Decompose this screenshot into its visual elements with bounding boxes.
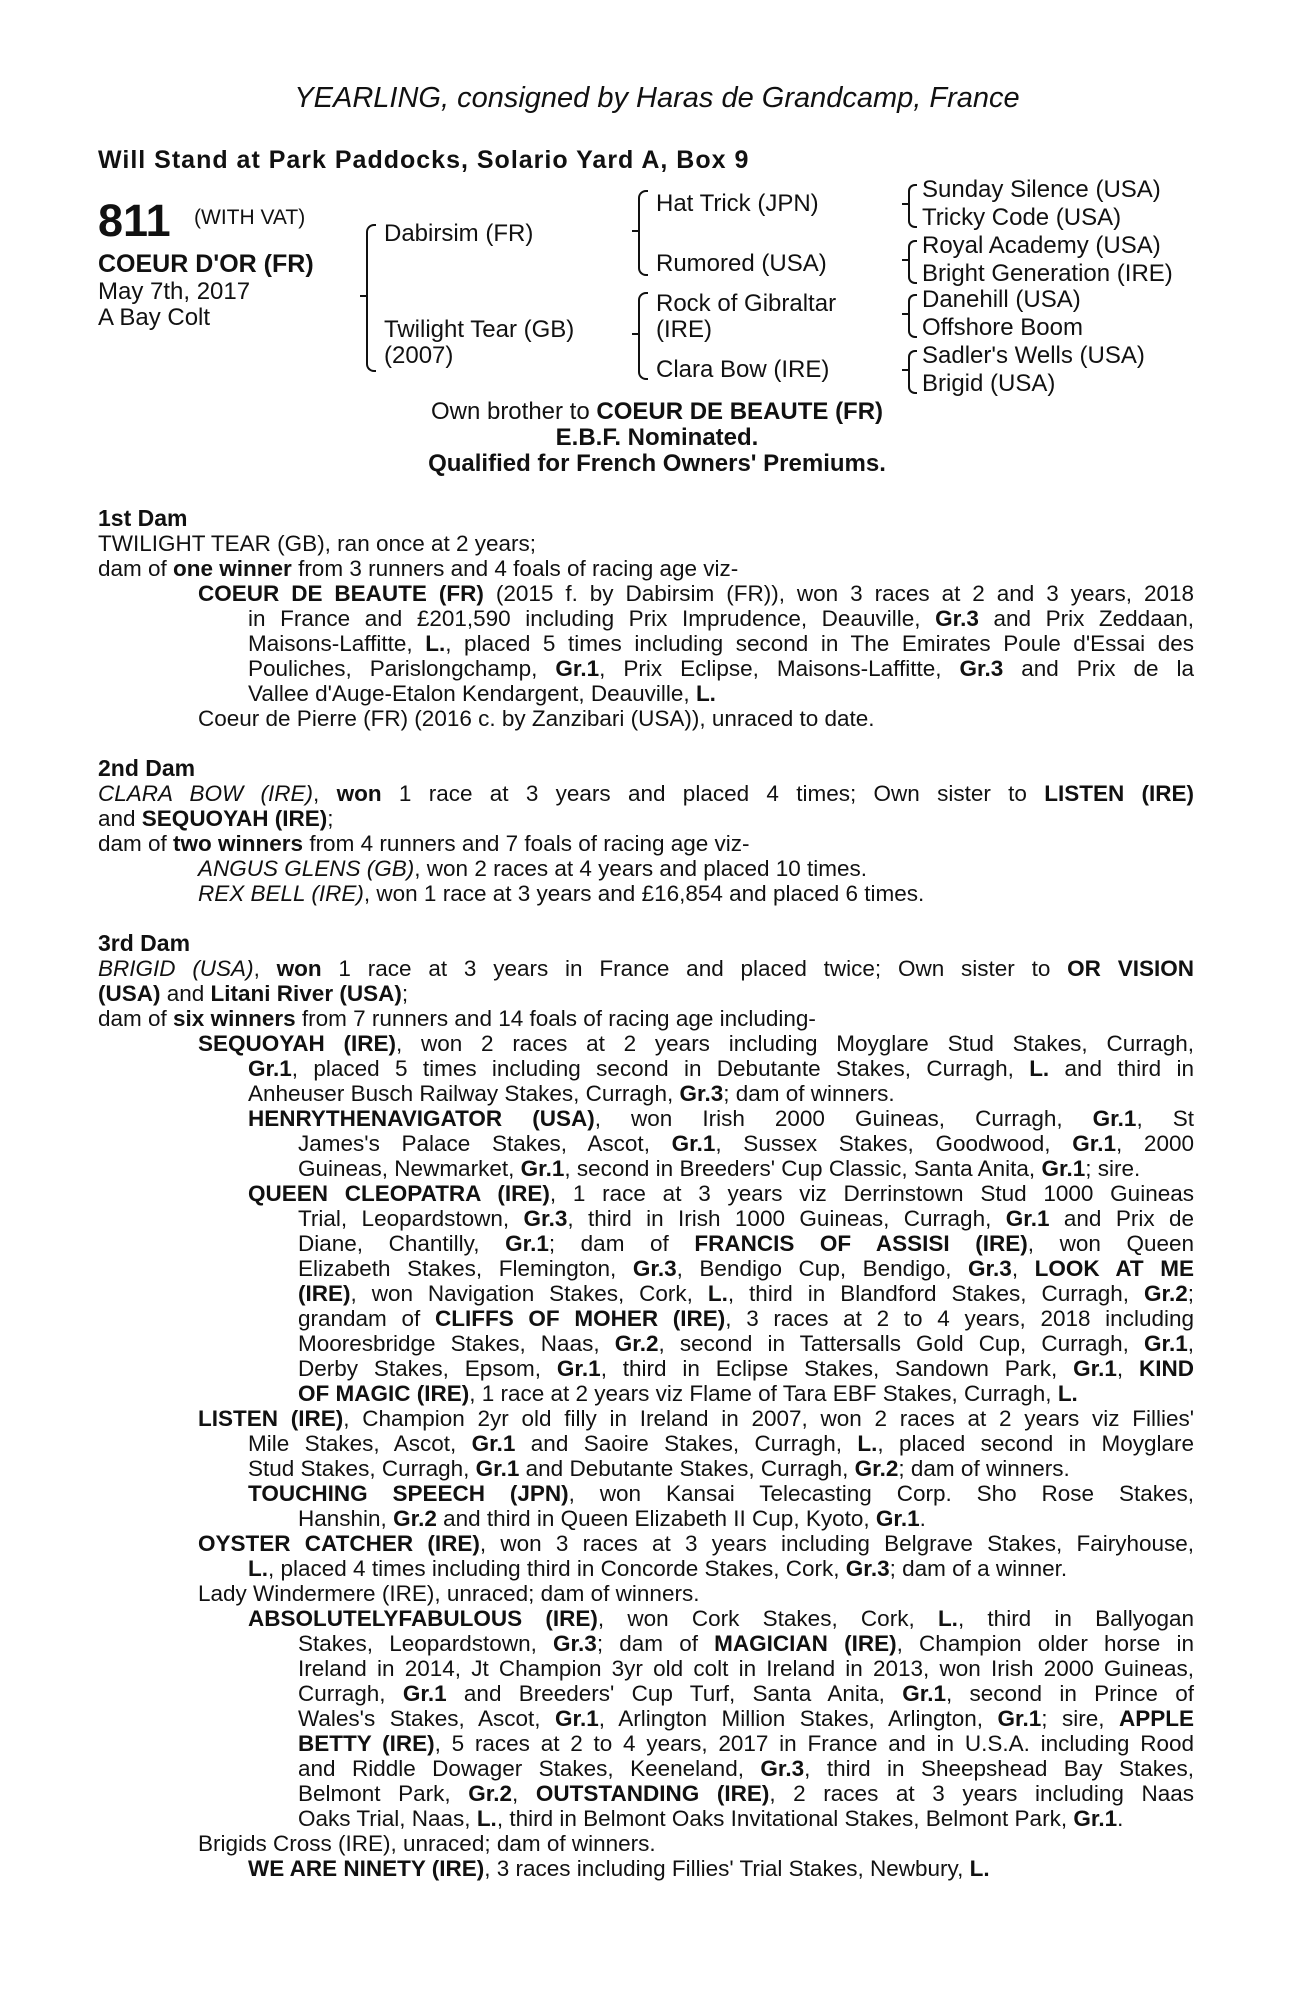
record-text: Coeur de Pierre (FR) (2016 c. by Zanzibari (USA)), unraced to date.	[198, 706, 875, 731]
record-text: from 7 runners and 14 foals of racing age including-	[295, 1006, 816, 1031]
record-text: ; dam of	[596, 1631, 715, 1656]
record-line	[98, 1481, 1194, 1506]
record-text: ; sire.	[1085, 1156, 1141, 1181]
record-text: ;	[327, 806, 334, 831]
record-line	[98, 806, 1194, 831]
record-text: , won Irish 2000 Guineas, Curragh,	[594, 1106, 1093, 1131]
record-line	[98, 1581, 1194, 1606]
record-text: Mile Stakes, Ascot,	[248, 1431, 472, 1456]
record-text: , placed 4 times including third in Concorde Stakes, Cork,	[268, 1556, 846, 1581]
record-text: Gr.1	[902, 1681, 946, 1706]
record-text: LISTEN (IRE)	[198, 1406, 344, 1431]
record-text: two winners	[173, 831, 304, 856]
record-text: Gr.3	[845, 1556, 890, 1581]
record-text: L.	[1057, 1381, 1078, 1406]
record-text: , won Queen	[1027, 1231, 1194, 1256]
record-text: and Debutante Stakes, Curragh,	[519, 1456, 855, 1481]
record-text: , won Kansai Telecasting Corp. Sho Rose Stakes,	[568, 1481, 1194, 1506]
record-text: , won 3 races at 3 years including Belgrave Stakes, Fairyhouse,	[479, 1531, 1195, 1556]
record-text: MAGICIAN (IRE)	[714, 1631, 897, 1656]
horse-description: A Bay Colt	[98, 304, 211, 331]
record-text: REX BELL (IRE)	[198, 881, 364, 906]
record-text: Gr.1	[402, 1681, 447, 1706]
record-text: OF MAGIC (IRE)	[298, 1381, 470, 1406]
record-text: .	[1117, 1806, 1124, 1831]
record-text: , won 2 races at 2 years including Moyglare Stud Stakes, Curragh,	[395, 1031, 1194, 1056]
record-line	[98, 1181, 1194, 1206]
record-text: Gr.2	[1143, 1281, 1188, 1306]
record-text: L.	[695, 681, 716, 706]
record-text: , St	[1136, 1106, 1194, 1131]
record-text: ,	[253, 956, 277, 981]
own-brother-prefix: Own brother to	[430, 398, 597, 425]
vat-label: (WITH VAT)	[194, 206, 306, 229]
record-text: ; sire,	[1041, 1706, 1119, 1731]
record-line	[98, 1831, 1194, 1856]
record-line	[98, 1256, 1194, 1281]
record-line	[98, 681, 1194, 706]
record-text: CLARA BOW (IRE)	[98, 781, 314, 806]
section-heading	[98, 756, 1194, 781]
record-text: in France and £201,590 including Prix Imprudence, Deauville,	[248, 606, 936, 631]
record-text: one winner	[173, 556, 292, 581]
record-text: and Saoire Stakes, Curragh,	[515, 1431, 858, 1456]
pedigree-brace-tip	[632, 333, 638, 335]
record-text: , third in Ballyogan	[957, 1606, 1194, 1631]
record-line	[98, 1706, 1194, 1731]
record-text: Gr.1	[1073, 1356, 1117, 1381]
record-text: Mooresbridge Stakes, Naas,	[298, 1331, 615, 1356]
record-text: , third in Belmont Oaks Invitational Stakes, Belmont Park,	[496, 1806, 1074, 1831]
record-text: ; dam of winners.	[898, 1456, 1070, 1481]
record-line	[98, 631, 1194, 656]
record-text: Maisons-Laffitte,	[248, 631, 426, 656]
pedigree-brace	[908, 350, 917, 394]
record-text: won	[276, 956, 322, 981]
record-line	[98, 981, 1194, 1006]
record-text: (USA)	[98, 981, 161, 1006]
record-text: , third in Irish 1000 Guineas, Curragh,	[567, 1206, 1006, 1231]
record-line	[98, 831, 1194, 856]
record-line	[98, 1856, 1194, 1881]
record-text: 2nd Dam	[98, 755, 196, 781]
record-text: Litani River (USA)	[210, 981, 402, 1006]
record-text: Trial, Leopardstown,	[298, 1206, 524, 1231]
record-text: , placed 5 times including second in Debutante Stakes, Curragh,	[291, 1056, 1030, 1081]
record-line	[98, 581, 1194, 606]
produce-record	[98, 506, 1194, 1881]
record-text: LOOK AT ME	[1034, 1256, 1194, 1281]
record-text: L.	[707, 1281, 728, 1306]
record-text: from 3 runners and 4 foals of racing age viz-	[291, 556, 739, 581]
record-text: Gr.1	[1041, 1156, 1086, 1181]
record-text: TWILIGHT TEAR (GB), ran once at 2 years;	[98, 531, 537, 556]
record-text: Gr.3	[679, 1081, 724, 1106]
record-line	[98, 956, 1194, 981]
record-text: Gr.3	[959, 656, 1004, 681]
record-text: APPLE	[1119, 1706, 1195, 1731]
foaling-date: May 7th, 2017	[98, 278, 251, 305]
record-text: Gr.1	[556, 1356, 601, 1381]
pedigree-ggsire-2: Royal Academy (USA)	[922, 232, 1161, 259]
record-line	[98, 606, 1194, 631]
record-text: Gr.1	[1072, 1131, 1117, 1156]
record-text: .	[919, 1506, 926, 1531]
record-text: OR VISION	[1067, 956, 1194, 981]
record-text: L.	[248, 1556, 268, 1581]
pedigree-dam-dam: Clara Bow (IRE)	[656, 356, 830, 383]
record-text: six winners	[173, 1006, 296, 1031]
record-text: Gr.1	[555, 656, 600, 681]
pedigree-brace	[638, 190, 648, 276]
lot-number: 811	[98, 195, 171, 246]
record-line	[98, 1206, 1194, 1231]
record-text: ABSOLUTELYFABULOUS (IRE)	[248, 1606, 598, 1631]
record-text: , Champion 2yr old filly in Ireland in 2007, won 2 races at 2 years viz Fillies'	[343, 1406, 1195, 1431]
record-text: ;	[401, 981, 409, 1006]
record-text: Gr.1	[671, 1131, 716, 1156]
record-line	[98, 1156, 1194, 1181]
pedigree-sire: Dabirsim (FR)	[384, 220, 534, 247]
record-text: Gr.2	[614, 1331, 659, 1356]
record-text: , 3 races including Fillies' Trial Stakes, Newbury,	[484, 1856, 970, 1881]
record-text: , Bendigo Cup, Bendigo,	[676, 1256, 969, 1281]
record-text: , won 1 race at 3 years and £16,854 and placed 6 times.	[363, 881, 925, 906]
record-text: L.	[937, 1606, 958, 1631]
record-text: , second in Breeders' Cup Classic, Santa Anita,	[564, 1156, 1042, 1181]
record-text: Gr.1	[471, 1431, 516, 1456]
record-text: Gr.1	[248, 1056, 292, 1081]
record-text: KIND	[1139, 1356, 1194, 1381]
pedigree-brace-tip	[902, 259, 908, 261]
record-text: James's Palace Stakes, Ascot,	[298, 1131, 672, 1156]
record-text: , Champion older horse in	[896, 1631, 1195, 1656]
record-line	[98, 1681, 1194, 1706]
record-text: Oaks Trial, Naas,	[298, 1806, 477, 1831]
record-text: dam of	[98, 1006, 174, 1031]
pedigree-sire-dam: Rumored (USA)	[656, 250, 827, 277]
record-line	[98, 1231, 1194, 1256]
pedigree-brace	[638, 292, 648, 380]
record-text: LISTEN (IRE)	[1044, 781, 1194, 806]
record-text: Gr.2	[854, 1456, 899, 1481]
record-line	[98, 1381, 1194, 1406]
record-text: Curragh,	[298, 1681, 403, 1706]
record-text: , placed 5 times including second in The Emirates Poule d'Essai des	[445, 631, 1194, 656]
record-text: and Riddle Dowager Stakes, Keeneland,	[298, 1756, 761, 1781]
record-line	[98, 781, 1194, 806]
record-line	[98, 1606, 1194, 1631]
pedigree-ggdam-1: Tricky Code (USA)	[922, 204, 1122, 231]
record-text: Gr.3	[935, 606, 979, 631]
record-line	[98, 881, 1194, 906]
pedigree-dam: Twilight Tear (GB)	[384, 316, 575, 343]
record-text: Diane, Chantilly,	[298, 1231, 506, 1256]
record-text: Brigids Cross (IRE), unraced; dam of winners.	[198, 1831, 656, 1856]
record-text: WE ARE NINETY (IRE)	[248, 1856, 485, 1881]
record-line	[98, 531, 1194, 556]
record-text: Gr.3	[968, 1256, 1012, 1281]
catalogue-header: YEARLING, consigned by Haras de Grandcamp, France	[294, 82, 1020, 114]
pedigree-ggdam-4: Brigid (USA)	[922, 370, 1056, 397]
record-text: 1 race at 3 years in France and placed twice; Own sister to	[321, 956, 1068, 981]
record-line	[98, 856, 1194, 881]
own-brother-note	[0, 398, 1314, 426]
record-text: BETTY (IRE)	[298, 1731, 435, 1756]
record-text: ,	[1116, 1356, 1139, 1381]
pedigree-ggdam-3: Offshore Boom	[922, 314, 1083, 341]
record-text: Gr.1	[520, 1156, 565, 1181]
record-text: Gr.3	[523, 1206, 568, 1231]
premiums-note: Qualified for French Owners' Premiums.	[428, 450, 886, 477]
record-text: L.	[857, 1431, 878, 1456]
record-line	[98, 556, 1194, 581]
record-text: ANGUS GLENS (GB)	[198, 856, 415, 881]
record-text: Gr.2	[468, 1781, 513, 1806]
record-line	[98, 1106, 1194, 1131]
record-text: SEQUOYAH (IRE)	[141, 806, 328, 831]
record-text: (2015 f. by Dabirsim (FR)), won 3 races at 2 and 3 years, 2018	[483, 581, 1195, 606]
record-text: ; dam of a winner.	[889, 1556, 1068, 1581]
record-text: Gr.3	[760, 1756, 805, 1781]
record-text: , Arlington Million Stakes, Arlington,	[598, 1706, 998, 1731]
record-line	[98, 1081, 1194, 1106]
record-text: and third in	[1049, 1056, 1194, 1081]
record-text: Gr.1	[505, 1231, 549, 1256]
record-text: COEUR DE BEAUTE (FR)	[198, 581, 484, 606]
record-text: ,	[313, 781, 337, 806]
record-line	[98, 1406, 1194, 1431]
pedigree-dam-year: (2007)	[384, 342, 454, 369]
record-line	[98, 1556, 1194, 1581]
record-text: L.	[425, 631, 446, 656]
record-text: Vallee d'Auge-Etalon Kendargent, Deauville,	[248, 681, 696, 706]
record-text: Gr.1	[475, 1456, 520, 1481]
record-text: dam of	[98, 831, 174, 856]
record-text: , Prix Eclipse, Maisons-Laffitte,	[599, 656, 960, 681]
record-text: , second in Tattersalls Gold Cup, Curragh,	[658, 1331, 1144, 1356]
record-text: and Prix de	[1049, 1206, 1194, 1231]
record-text: Gr.3	[632, 1256, 677, 1281]
record-text: , won 2 races at 4 years and placed 10 times.	[414, 856, 868, 881]
section-heading	[98, 931, 1194, 956]
record-text: Gr.1	[1092, 1106, 1137, 1131]
record-text: , 2 races at 3 years including Naas	[769, 1781, 1194, 1806]
record-line	[98, 1356, 1194, 1381]
record-text: , second in Prince of	[945, 1681, 1194, 1706]
record-text: from 4 runners and 7 foals of racing age viz-	[303, 831, 750, 856]
pedigree-brace-tip	[902, 369, 908, 371]
record-text: QUEEN CLEOPATRA (IRE)	[248, 1181, 550, 1206]
record-text: Gr.2	[393, 1506, 437, 1531]
record-text: Anheuser Busch Railway Stakes, Curragh,	[248, 1081, 680, 1106]
record-line	[98, 706, 1194, 731]
record-text: , third in Eclipse Stakes, Sandown Park,	[600, 1356, 1074, 1381]
pedigree-dam-sire: Rock of Gibraltar	[656, 290, 837, 317]
record-text: Hanshin,	[298, 1506, 394, 1531]
record-line	[98, 1306, 1194, 1331]
record-text: (IRE)	[298, 1281, 351, 1306]
record-line	[98, 1756, 1194, 1781]
record-text: 1st Dam	[98, 505, 188, 531]
record-text: OYSTER CATCHER (IRE)	[198, 1531, 480, 1556]
section-gap	[98, 731, 1194, 756]
record-line	[98, 1781, 1194, 1806]
record-line	[98, 1731, 1194, 1756]
record-text: L.	[476, 1806, 497, 1831]
record-text: 3rd Dam	[98, 930, 191, 956]
record-text: Gr.1	[554, 1706, 599, 1731]
record-text: grandam of	[298, 1306, 435, 1331]
record-text: Wales's Stakes, Ascot,	[298, 1706, 555, 1731]
record-text: L.	[969, 1856, 990, 1881]
record-text: CLIFFS OF MOHER (IRE)	[434, 1306, 726, 1331]
record-text: Lady Windermere (IRE), unraced; dam of winners.	[198, 1581, 700, 1606]
record-text: BRIGID (USA)	[98, 956, 254, 981]
record-text: and third in Queen Elizabeth II Cup, Kyoto,	[436, 1506, 876, 1531]
record-text: Gr.3	[553, 1631, 597, 1656]
record-text: Belmont Park,	[298, 1781, 469, 1806]
record-line	[98, 1656, 1194, 1681]
record-text: Stakes, Leopardstown,	[298, 1631, 554, 1656]
record-text: and	[160, 981, 211, 1006]
record-text: and	[98, 806, 142, 831]
pedigree-brace-tip	[632, 230, 638, 232]
record-text: L.	[1029, 1056, 1050, 1081]
record-text: , third in Sheepshead Bay Stakes,	[804, 1756, 1195, 1781]
record-text: , won Cork Stakes, Cork,	[597, 1606, 938, 1631]
pedigree-brace-tip	[902, 203, 908, 205]
record-text: Stud Stakes, Curragh,	[248, 1456, 476, 1481]
section-gap	[98, 906, 1194, 931]
record-text: , 1 race at 3 years viz Derrinstown Stud 1000 Guineas	[549, 1181, 1194, 1206]
record-text: OUTSTANDING (IRE)	[535, 1781, 770, 1806]
horse-name: COEUR D'OR (FR)	[98, 250, 314, 278]
record-text: Gr.1	[1073, 1806, 1118, 1831]
record-text: SEQUOYAH (IRE)	[198, 1031, 396, 1056]
record-line	[98, 1806, 1194, 1831]
record-line	[98, 1006, 1194, 1031]
pedigree-brace-tip	[902, 313, 908, 315]
section-heading	[98, 506, 1194, 531]
record-line	[98, 1131, 1194, 1156]
pedigree-brace-tip	[360, 295, 366, 297]
stable-location: Will Stand at Park Paddocks, Solario Yard A, Box 9	[98, 146, 750, 174]
pedigree-dam-sire-country: (IRE)	[656, 316, 712, 343]
record-text: ; dam of	[548, 1231, 695, 1256]
pedigree-brace	[908, 240, 917, 284]
record-text: and Prix Zeddaan,	[978, 606, 1194, 631]
pedigree-brace	[908, 184, 917, 228]
record-text: dam of	[98, 556, 174, 581]
record-text: and Prix de la	[1003, 656, 1195, 681]
record-line	[98, 1281, 1194, 1306]
record-text: ;	[1187, 1281, 1194, 1306]
record-text: Gr.1	[1143, 1331, 1188, 1356]
record-text: , Sussex Stakes, Goodwood,	[715, 1131, 1073, 1156]
record-text: HENRYTHENAVIGATOR (USA)	[248, 1106, 595, 1131]
record-line	[98, 656, 1194, 681]
record-text: 1 race at 3 years and placed 4 times; Own sister to	[381, 781, 1045, 806]
record-text: Gr.1	[997, 1706, 1042, 1731]
record-text: Guineas, Newmarket,	[298, 1156, 521, 1181]
record-text: , third in Blandford Stakes, Curragh,	[727, 1281, 1144, 1306]
record-text: ,	[1187, 1331, 1194, 1356]
record-text: , 1 race at 2 years viz Flame of Tara EBF Stakes, Curragh,	[469, 1381, 1058, 1406]
record-text: Pouliches, Parislongchamp,	[248, 656, 556, 681]
record-line	[98, 1031, 1194, 1056]
pedigree-brace	[908, 294, 917, 338]
record-text: , won Navigation Stakes, Cork,	[350, 1281, 708, 1306]
record-text: Derby Stakes, Epsom,	[298, 1356, 557, 1381]
record-text: ; dam of winners.	[723, 1081, 895, 1106]
record-text: , placed second in Moyglare	[877, 1431, 1194, 1456]
record-text: ,	[512, 1781, 536, 1806]
pedigree-brace	[366, 224, 376, 372]
record-text: won	[336, 781, 382, 806]
record-text: Gr.1	[1005, 1206, 1050, 1231]
record-text: , 3 races at 2 to 4 years, 2018 including	[725, 1306, 1194, 1331]
record-text: ,	[1011, 1256, 1035, 1281]
record-line	[98, 1331, 1194, 1356]
record-line	[98, 1506, 1194, 1531]
record-text: Gr.1	[875, 1506, 920, 1531]
pedigree-ggsire-3: Danehill (USA)	[922, 286, 1081, 313]
pedigree-ggsire-1: Sunday Silence (USA)	[922, 176, 1161, 203]
record-line	[98, 1631, 1194, 1656]
own-brother-name: COEUR DE BEAUTE (FR)	[596, 398, 884, 425]
ebf-note: E.B.F. Nominated.	[555, 424, 759, 451]
pedigree-ggsire-4: Sadler's Wells (USA)	[922, 342, 1145, 369]
record-text: , 2000	[1116, 1131, 1194, 1156]
record-line	[98, 1056, 1194, 1081]
record-text: TOUCHING SPEECH (JPN)	[248, 1481, 569, 1506]
record-text: and Breeders' Cup Turf, Santa Anita,	[446, 1681, 903, 1706]
pedigree-ggdam-2: Bright Generation (IRE)	[922, 260, 1173, 287]
pedigree-sire-sire: Hat Trick (JPN)	[656, 190, 819, 217]
record-text: , 5 races at 2 to 4 years, 2017 in France and in U.S.A. including Rood	[434, 1731, 1194, 1756]
record-text: FRANCIS OF ASSISI (IRE)	[694, 1231, 1028, 1256]
record-text: Elizabeth Stakes, Flemington,	[298, 1256, 633, 1281]
record-line	[98, 1531, 1194, 1556]
record-line	[98, 1456, 1194, 1481]
record-line	[98, 1431, 1194, 1456]
record-text: Ireland in 2014, Jt Champion 3yr old colt in Ireland in 2013, won Irish 2000 Guineas,	[298, 1656, 1194, 1681]
